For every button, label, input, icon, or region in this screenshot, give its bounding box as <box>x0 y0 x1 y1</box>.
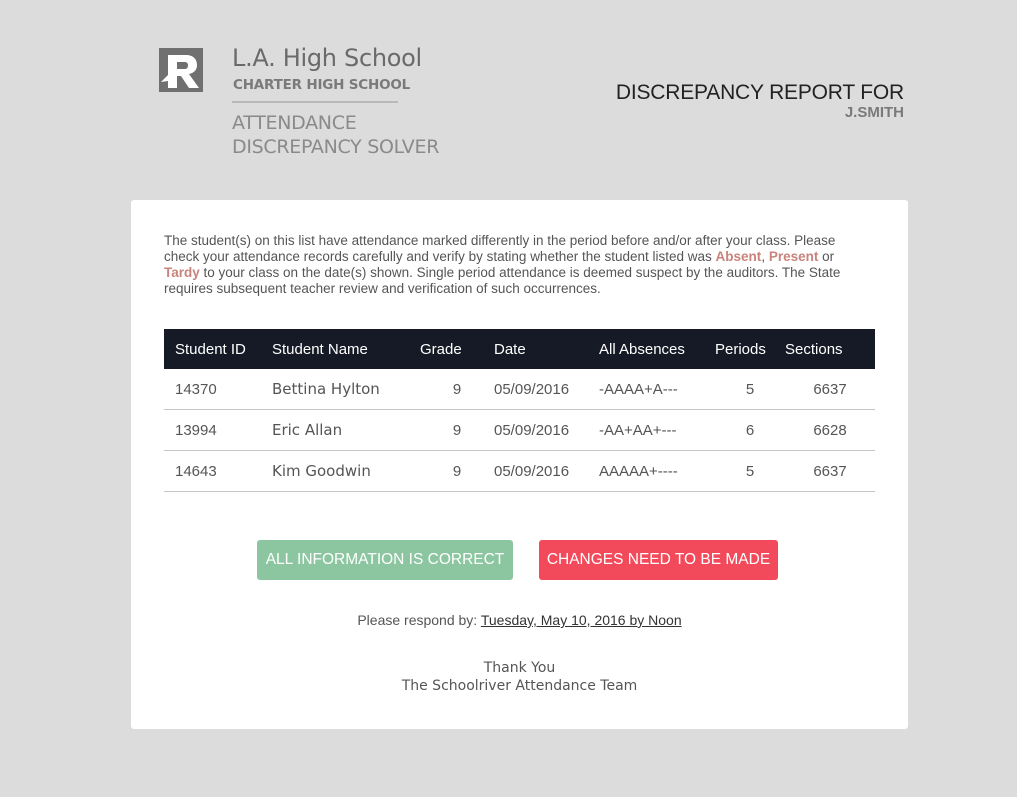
intro-part1: The student(s) on this list have attendance marked differently in the period before and/or after your class. Please check your attendance records carefully and verify by stating whether the student listed was <box>164 233 836 264</box>
intro-comma: , <box>761 249 766 264</box>
cell-student-id: 14370 <box>164 369 272 410</box>
cell-date: 05/09/2016 <box>494 410 599 451</box>
logo-r-icon <box>159 48 203 92</box>
header-sections: Sections <box>785 329 875 369</box>
respond-label: Please respond by: <box>357 612 481 628</box>
cell-grade: 9 <box>420 451 494 492</box>
all-information-correct-button[interactable]: ALL INFORMATION IS CORRECT <box>257 540 513 580</box>
cell-student-name: Kim Goodwin <box>272 451 420 492</box>
cell-periods: 5 <box>715 369 785 410</box>
report-user: J.SMITH <box>844 104 904 121</box>
changes-needed-button[interactable]: CHANGES NEED TO BE MADE <box>539 540 778 580</box>
cell-sections: 6637 <box>785 451 875 492</box>
intro-text <box>164 233 864 297</box>
cell-student-id: 14643 <box>164 451 272 492</box>
cell-sections: 6628 <box>785 410 875 451</box>
app-title <box>232 111 439 159</box>
header-grade: Grade <box>420 329 494 369</box>
table-row <box>164 369 875 410</box>
header-student-id: Student ID <box>164 329 272 369</box>
app-title-line2: DISCREPANCY SOLVER <box>232 136 440 158</box>
header-periods: Periods <box>715 329 785 369</box>
respond-date-link[interactable]: Tuesday, May 10, 2016 by Noon <box>480 612 682 628</box>
school-name: L.A. High School <box>232 44 422 72</box>
table-header-row <box>164 329 875 369</box>
table-row <box>164 451 875 492</box>
app-title-line1: ATTENDANCE <box>232 112 357 134</box>
header-date: Date <box>494 329 599 369</box>
cell-sections: 6637 <box>785 369 875 410</box>
cell-date: 05/09/2016 <box>494 451 599 492</box>
table-row <box>164 410 875 451</box>
keyword-absent: Absent <box>715 249 762 264</box>
intro-or: or <box>818 249 835 264</box>
team-signature: The Schoolriver Attendance Team <box>401 678 638 694</box>
cell-grade: 9 <box>420 369 494 410</box>
cell-absences: -AAAA+A--- <box>599 369 715 410</box>
cell-absences: -AA+AA+--- <box>599 410 715 451</box>
cell-student-id: 13994 <box>164 410 272 451</box>
cell-absences: AAAAA+---- <box>599 451 715 492</box>
logo-divider <box>232 101 398 103</box>
cell-grade: 9 <box>420 410 494 451</box>
cell-student-name: Bettina Hylton <box>272 369 420 410</box>
intro-part2: to your class on the date(s) shown. Single period attendance is deemed suspect by the auditors. The State requires subsequent teacher review and verification of such occurrences. <box>164 265 841 296</box>
school-subtitle: CHARTER HIGH SCHOOL <box>233 77 411 93</box>
thanks-text: Thank You <box>483 660 556 676</box>
cell-date: 05/09/2016 <box>494 369 599 410</box>
attendance-table <box>164 329 875 492</box>
header-student-name: Student Name <box>272 329 420 369</box>
respond-by <box>131 612 908 628</box>
header-all-absences: All Absences <box>599 329 715 369</box>
cell-student-name: Eric Allan <box>272 410 420 451</box>
cell-periods: 5 <box>715 451 785 492</box>
keyword-present: Present <box>768 249 819 264</box>
page-header <box>0 0 1017 200</box>
keyword-tardy: Tardy <box>164 265 200 280</box>
cell-periods: 6 <box>715 410 785 451</box>
report-card <box>131 200 908 729</box>
report-title: DISCREPANCY REPORT FOR <box>615 81 904 104</box>
thanks-block <box>131 659 908 695</box>
